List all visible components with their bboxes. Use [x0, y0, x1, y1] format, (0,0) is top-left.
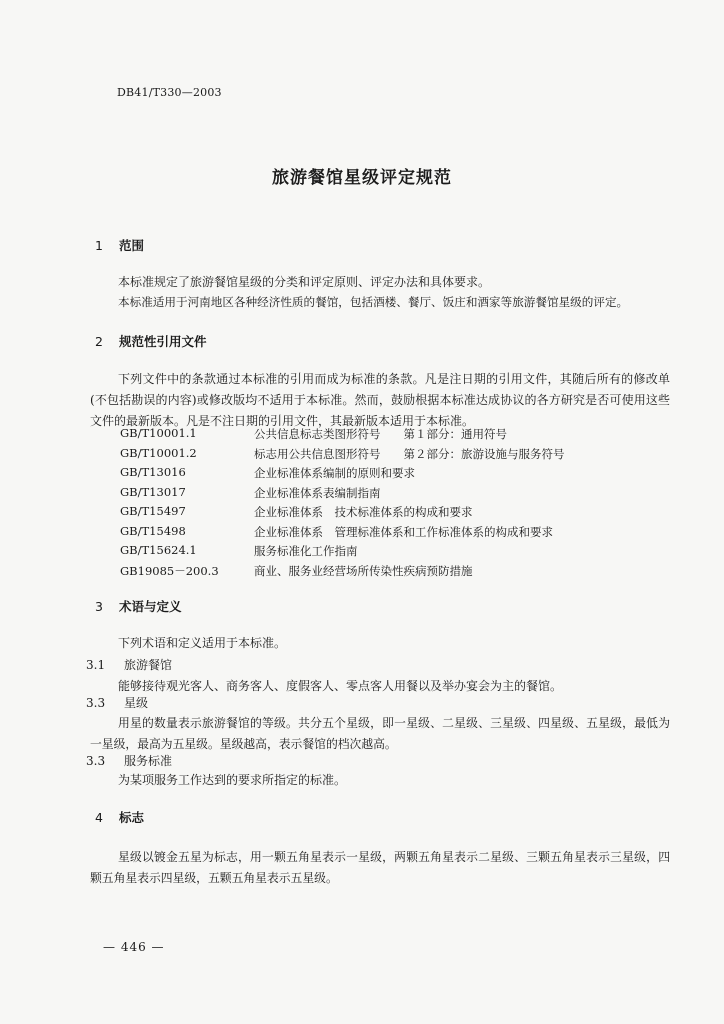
term-name: 旅游餐馆	[124, 658, 173, 672]
reference-code: GB19085－200.3	[120, 563, 219, 578]
reference-row	[120, 485, 680, 505]
term-1-definition: 能够接待观光客人、商务客人、度假客人、零点客人用餐以及举办宴会为主的餐馆。	[118, 679, 563, 693]
section-title: 术语与定义	[119, 599, 182, 614]
term-number: 3.1	[86, 658, 106, 672]
reference-title: 企业标准体系 管理标准体系和工作标准体系的构成和要求	[254, 524, 553, 539]
reference-code: GB/T10001.2	[120, 445, 197, 460]
section-2-heading	[95, 332, 207, 350]
reference-code: GB/T13016	[120, 465, 186, 479]
reference-title: 商业、服务业经营场所传染性疾病预防措施	[254, 563, 473, 578]
reference-row	[120, 543, 680, 563]
reference-title: 企业标准体系表编制指南	[254, 485, 381, 500]
reference-code: GB/T15498	[120, 523, 186, 538]
section-number: 3	[95, 599, 103, 614]
section-title: 规范性引用文件	[119, 334, 207, 349]
section-3-heading	[95, 597, 182, 615]
term-3-heading	[86, 752, 172, 769]
page-number: — 446 —	[103, 940, 165, 954]
section-title: 范围	[119, 238, 145, 253]
term-number: 3.3	[86, 754, 106, 768]
reference-row	[120, 465, 680, 485]
term-name: 星级	[124, 696, 149, 710]
reference-row	[120, 563, 680, 583]
term-2-definition: 用星的数量表示旅游餐馆的等级。共分五个星级，即一星级、二星级、三星级、四星级、五星级，最低为一星级，最高为五星级。星级越高，表示餐馆的档次越高。	[90, 716, 670, 751]
document-title: 旅游餐馆星级评定规范	[272, 168, 452, 188]
section-title: 标志	[119, 810, 145, 825]
term-3-definition: 为某项服务工作达到的要求所指定的标准。	[118, 773, 347, 787]
reference-row	[120, 504, 680, 524]
term-number: 3.3	[86, 696, 106, 710]
reference-row	[120, 524, 680, 544]
reference-title: 企业标准体系 技术标准体系的构成和要求	[254, 505, 473, 519]
term-2-heading	[86, 694, 148, 711]
reference-title: 公共信息标志类图形符号 第１部分：通用符号	[254, 427, 507, 441]
term-1-heading	[86, 656, 172, 673]
reference-row	[120, 446, 680, 466]
reference-title: 企业标准体系编制的原则和要求	[254, 466, 415, 480]
section-number: 1	[95, 238, 103, 253]
section-2-paragraph: 下列文件中的条款通过本标准的引用而成为标准的条款。凡是注日期的引用文件，其随后所有的修改单(不包括勘误的内容)或修改版均不适用于本标准。然而，鼓励根据本标准达成协议的各方研究是否可使用这些文件的最新版本。凡是不注日期的引用文件，其最新版本适用于本标准。	[90, 372, 670, 428]
reference-title: 标志用公共信息图形符号 第２部分：旅游设施与服务符号	[254, 446, 565, 461]
section-number: 2	[95, 334, 103, 349]
standard-code: DB41/T330—2003	[117, 86, 222, 99]
normative-references-list	[120, 426, 680, 582]
section-1-heading	[95, 236, 144, 254]
reference-title: 服务标准化工作指南	[254, 544, 358, 558]
section-4-heading	[95, 808, 144, 826]
section-3-intro: 下列术语和定义适用于本标准。	[118, 636, 287, 650]
section-1-paragraph-2: 本标准适用于河南地区各种经济性质的餐馆，包括酒楼、餐厅、饭庄和酒家等旅游餐馆星级的评定。	[118, 295, 629, 309]
section-number: 4	[95, 810, 103, 825]
reference-code: GB/T15497	[120, 504, 186, 518]
reference-row	[120, 426, 680, 446]
reference-code: GB/T10001.1	[120, 426, 197, 440]
term-name: 服务标准	[124, 754, 173, 768]
reference-code: GB/T15624.1	[120, 543, 197, 557]
section-1-paragraph-1: 本标准规定了旅游餐馆星级的分类和评定原则、评定办法和具体要求。	[118, 275, 491, 289]
reference-code: GB/T13017	[120, 484, 186, 499]
section-4-paragraph: 星级以镀金五星为标志，用一颗五角星表示一星级，两颗五角星表示二星级、三颗五角星表示三星级，四颗五角星表示四星级，五颗五角星表示五星级。	[90, 850, 670, 885]
